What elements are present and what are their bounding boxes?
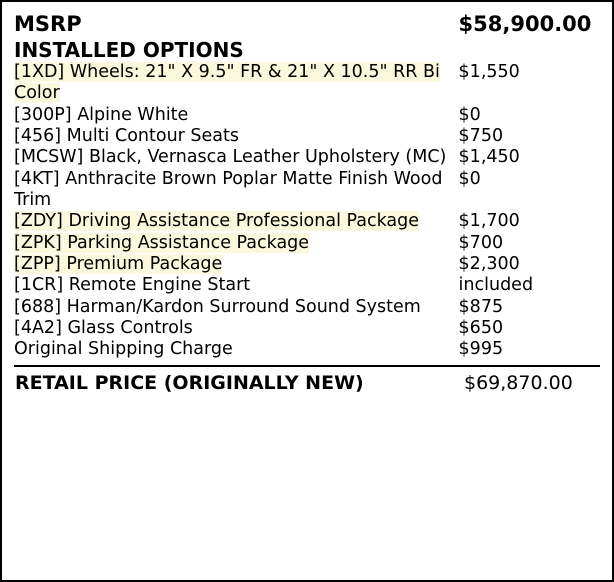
option-code: [300P] <box>14 104 72 125</box>
msrp-row <box>14 12 600 38</box>
retail-price-table <box>14 367 605 395</box>
option-text <box>14 62 440 103</box>
option-name: Remote Engine Start <box>68 275 251 296</box>
option-price: $700 <box>458 232 504 253</box>
option-label <box>14 275 459 296</box>
option-name: Multi Contour Seats <box>66 126 239 147</box>
option-text <box>14 275 250 295</box>
option-label <box>14 62 459 105</box>
option-name: Alpine White <box>77 104 189 125</box>
option-price: $875 <box>458 296 504 317</box>
option-price: $1,450 <box>458 147 520 168</box>
option-text <box>14 105 188 125</box>
option-row <box>14 318 600 339</box>
option-label <box>14 169 459 212</box>
option-label <box>14 233 459 254</box>
option-text <box>14 318 193 338</box>
retail-price-label: RETAIL PRICE (ORIGINALLY NEW) <box>15 371 364 394</box>
option-row <box>14 211 600 232</box>
option-label <box>14 105 459 126</box>
option-label <box>14 126 459 147</box>
option-code: [688] <box>14 296 62 317</box>
option-label <box>14 297 459 318</box>
option-label <box>14 211 459 232</box>
option-name: Parking Assistance Package <box>67 232 310 253</box>
option-code: [MCSW] <box>14 147 84 168</box>
option-name: Driving Assistance Professional Package <box>68 211 420 232</box>
option-name: Premium Package <box>66 254 223 275</box>
option-price: $1,700 <box>458 211 520 232</box>
option-code: [ZPP] <box>14 254 61 275</box>
option-label <box>14 339 459 360</box>
option-row <box>14 147 600 168</box>
option-code: [4KT] <box>14 168 60 189</box>
option-price: $650 <box>458 318 504 339</box>
option-price: $1,550 <box>458 62 520 82</box>
option-row <box>14 126 600 147</box>
option-price: $995 <box>458 339 504 360</box>
option-price: $2,300 <box>458 254 520 275</box>
option-code: [1XD] <box>14 62 65 82</box>
option-price: included <box>458 275 534 296</box>
option-code: [1CR] <box>14 275 64 296</box>
option-text <box>14 211 419 231</box>
option-code: [456] <box>14 126 62 147</box>
option-price: $750 <box>458 126 504 147</box>
option-text <box>14 254 222 274</box>
option-label <box>14 254 459 275</box>
msrp-label: MSRP <box>14 12 82 36</box>
retail-price-row <box>14 367 605 395</box>
option-row <box>14 105 600 126</box>
options-table <box>14 12 600 361</box>
retail-price-value: $69,870.00 <box>464 371 573 394</box>
option-text <box>14 126 239 146</box>
option-row <box>14 297 600 318</box>
option-code: [ZPK] <box>14 232 62 253</box>
option-code: [ZDY] <box>14 211 63 232</box>
option-price: $0 <box>458 168 481 189</box>
option-text <box>14 339 233 359</box>
msrp-value: $58,900.00 <box>458 12 592 36</box>
option-row <box>14 254 600 275</box>
option-label <box>14 147 459 168</box>
option-name: Harman/Kardon Surround Sound System <box>66 296 421 317</box>
option-name: Anthracite Brown Poplar Matte Finish Wood Trim <box>14 168 443 211</box>
option-row <box>14 62 600 105</box>
option-text <box>14 147 446 167</box>
option-name: Black, Vernasca Leather Upholstery (MC) <box>88 147 447 168</box>
option-row <box>14 275 600 296</box>
option-text <box>14 297 421 317</box>
option-label <box>14 318 459 339</box>
installed-options-heading-row <box>14 38 600 62</box>
option-name: Wheels: 21" X 9.5" FR & 21" X 10.5" RR Bi Color <box>14 62 440 104</box>
option-row <box>14 169 600 212</box>
option-code: [4A2] <box>14 318 62 339</box>
option-price: $0 <box>458 104 481 125</box>
option-name: Glass Controls <box>67 318 193 339</box>
option-row <box>14 339 600 360</box>
installed-options-heading: INSTALLED OPTIONS <box>14 37 244 62</box>
option-name: Original Shipping Charge <box>14 339 233 360</box>
option-text <box>14 169 442 210</box>
option-text <box>14 233 309 253</box>
option-row <box>14 233 600 254</box>
